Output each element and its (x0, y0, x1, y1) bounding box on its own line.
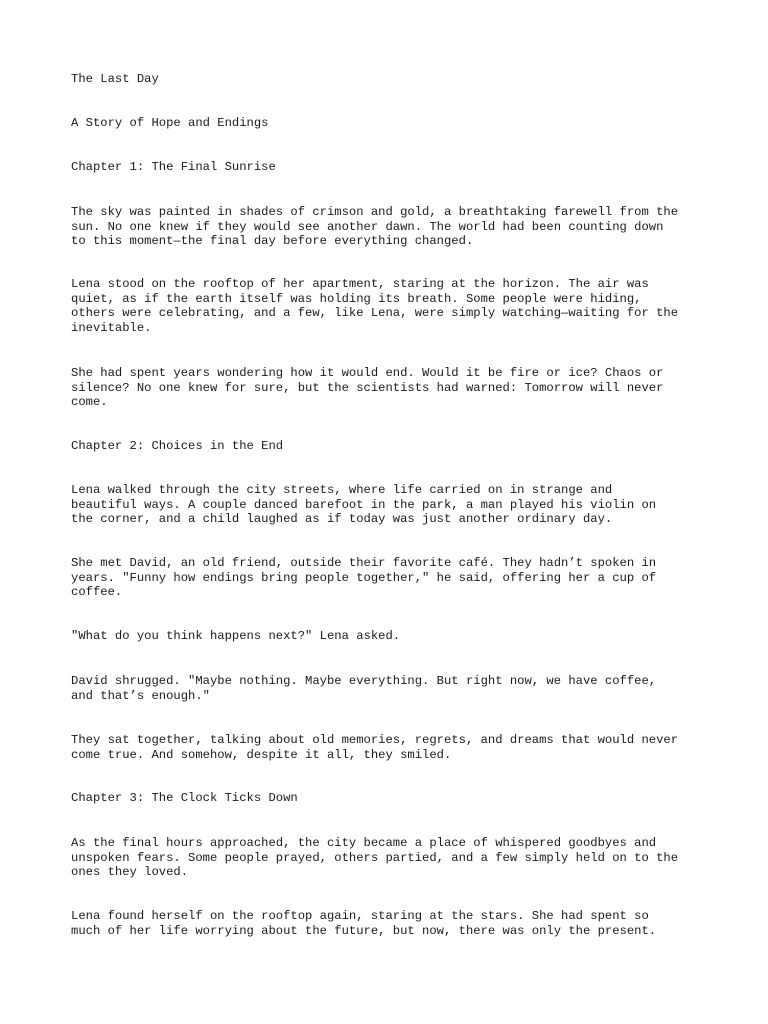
paragraph: She met David, an old friend, outside their favorite café. They hadn’t spoken in years. "Funny how endings bring people together," he said, offering her a cup of coffee. (71, 556, 657, 600)
paragraph: Lena found herself on the rooftop again, staring at the stars. She had spent so much of her life worrying about the future, but now, there was only the present. (71, 909, 657, 938)
paragraph: "What do you think happens next?" Lena asked. (71, 629, 401, 643)
paragraph: David shrugged. "Maybe nothing. Maybe everything. But right now, we have coffee, and that’s enough." (71, 674, 657, 703)
paragraph: As the final hours approached, the city became a place of whispered goodbyes and unspoken fears. Some people prayed, others partied, and a few simply held on to the ones they loved. (71, 836, 679, 880)
paragraph: Lena stood on the rooftop of her apartment, staring at the horizon. The air was quiet, as if the earth itself was holding its breath. Some people were hiding, others were celebrating, and a few, like Lena, were simply watching—waiting for the inevitable. (71, 277, 679, 336)
chapter-heading: Chapter 3: The Clock Ticks Down (71, 791, 298, 805)
paragraph: They sat together, talking about old memories, regrets, and dreams that would never come true. And somehow, despite it all, they smiled. (71, 733, 679, 762)
document-title: The Last Day (71, 72, 159, 86)
document-subtitle: A Story of Hope and Endings (71, 116, 269, 130)
chapter-heading: Chapter 2: Choices in the End (71, 439, 284, 453)
paragraph: Lena walked through the city streets, where life carried on in strange and beautiful ways. A couple danced barefoot in the park, a man played his violin on the corner, and a child laughed as if today was just another ordinary day. (71, 483, 657, 527)
paragraph: The sky was painted in shades of crimson and gold, a breathtaking farewell from the sun. No one knew if they would see another dawn. The world had been counting down to this moment—the final day before everything changed. (71, 205, 679, 249)
paragraph: She had spent years wondering how it would end. Would it be fire or ice? Chaos or silence? No one knew for sure, but the scientists had warned: Tomorrow will never come. (71, 366, 664, 410)
chapter-heading: Chapter 1: The Final Sunrise (71, 160, 276, 174)
